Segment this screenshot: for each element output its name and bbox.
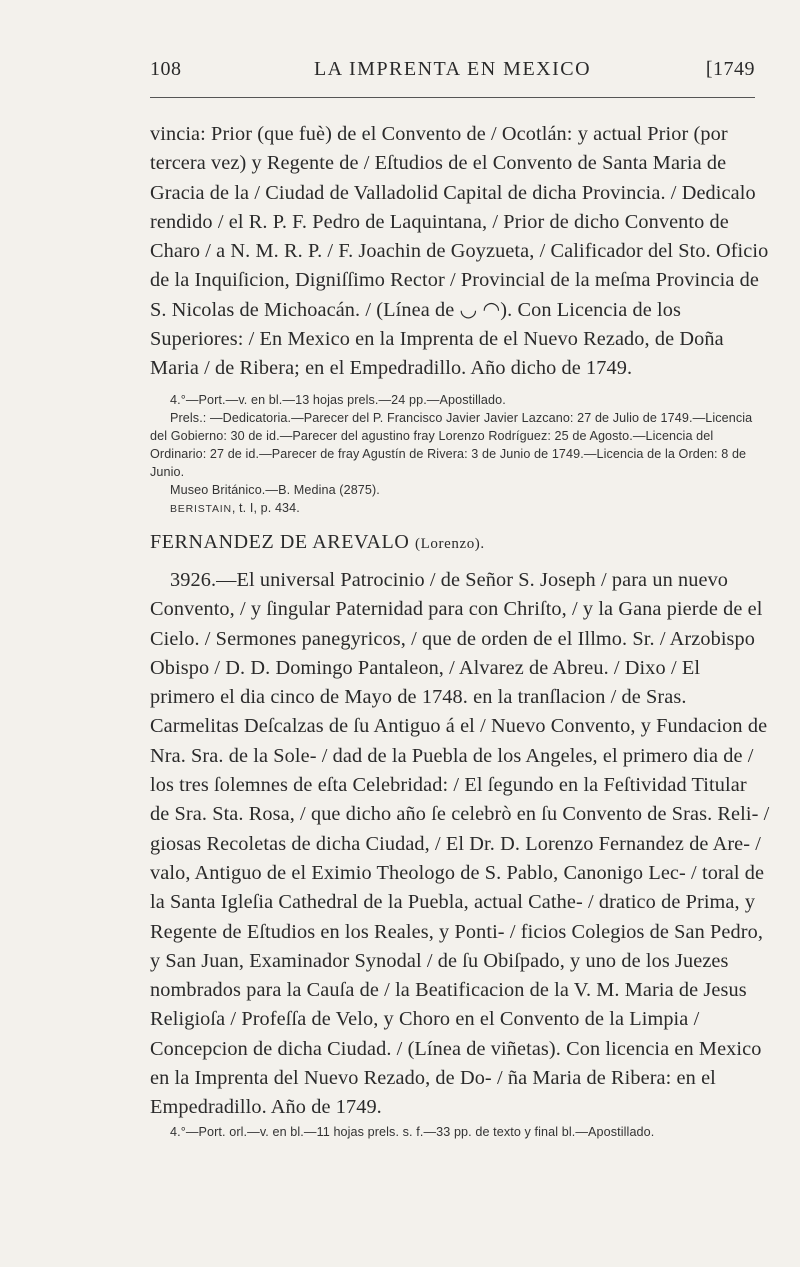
entry-2-notes: [150, 1123, 770, 1141]
entry-1-location: Museo Británico.—B. Medina (2875).: [170, 482, 380, 497]
page-header: [150, 56, 755, 90]
entry-1-prels: Prels.: —Dedicatoria.—Parecer del P. Francisco Javier Javier Lazcano: 27 de Julio de 1749.—Licencia del Gobierno: 30 de id.—Parecer del agustino fray Lorenzo Rodríguez: 25 de Agosto.—Licencia del Ordinario: 27 de id.—Parecer de fray Agustín de Rivera: 3 de Junio de 1749.—Licencia de la Orden: 8 de Junio.: [150, 410, 753, 479]
page-number: 108: [150, 58, 182, 80]
running-title: LA IMPRENTA EN MEXICO: [313, 58, 592, 80]
entry-1-text: vincia: Prior (que fuè) de el Convento de / Ocotlán: y actual Prior (por tercera vez) y Regente de / Eſtudios de el Convento de Santa Maria de Gracia de la / Ciudad de Valladolid Capital de dicha Provincia. / Dedicalo rendido / el R. P. F. Pedro de Laquintana, / Prior de dicho Convento de Charo / a N. M. R. P. / F. Joachin de Goyzueta, / Calificador del Sto. Oficio de la Inquiſicion, Digniſſimo Rector / Provincial de la meſma Provincia de S. Nicolas de Michoacán. / (Línea de ◡ ◠). Con Licencia de los Superiores: / En Mexico en la Imprenta de el Nuevo Rezado, de Doña Maria / de Ribera; en el Empedradillo. Año dicho de 1749.: [150, 123, 769, 380]
entry-1-notes: [150, 391, 770, 518]
header-year: [1749: [705, 58, 755, 80]
entry-1-description: 4.°—Port.—v. en bl.—13 hojas prels.—24 pp.—Apostillado.: [170, 392, 506, 407]
reference-name: BERISTAIN: [170, 502, 232, 515]
entry-2-heading: [150, 528, 770, 559]
reference-rest: , t. I, p. 434.: [231, 500, 300, 515]
author-given: (Lorenzo).: [415, 535, 485, 552]
header-rule: [150, 97, 755, 98]
page-body: [150, 120, 770, 1141]
entry-1-reference: [150, 499, 770, 518]
entry-2-text: 3926.—El universal Patrocinio / de Señor S. Joseph / para un nuevo Convento, / y ſingular Paternidad para con Chriſto, / y la Gana pierde de el Cielo. / Sermones panegyricos, / que de orden de el Illmo. Sr. / Arzobispo Obispo / D. D. Domingo Pantaleon, / Alvarez de Abreu. / Dixo / El primero el dia cinco de Mayo de 1748. en la tranſlacion / de Sras. Carmelitas Deſcalzas de ſu Antiguo á el / Nuevo Convento, y Fundacion de Nra. Sra. de la Sole- / dad de la Puebla de los Angeles, el primero dia de / los tres ſolemnes de eſta Celebridad: / El ſegundo en la Feſtividad Titular de Sra. Sta. Rosa, / que dicho año ſe celebrò en ſu Convento de Sras. Reli- / giosas Recoletas de dicha Ciudad, / El Dr. D. Lorenzo Fernandez de Are- / valo, Antiguo de el Eximio Theologo de S. Pablo, Canonigo Lec- / toral de la Santa Igleſia Cathedral de la Puebla, actual Cathe- / dratico de Prima, y Regente de Eſtudios en los Reales, y Ponti- / ficios Colegios de San Pedro, y San Juan, Examinador Synodal / de ſu Obiſpado, y uno de los Juezes nombrados para la Cauſa de / la Beatificacion de la V. M. Maria de Jesus Religioſa / Profeſſa de Velo, y Choro en el Convento de la Limpia / Concepcion de dicha Ciudad. / (Línea de viñetas). Con licencia en Mexico en la Imprenta del Nuevo Rezado, de Do- / ña Maria de Ribera: en el Empedradillo. Año de 1749.: [150, 568, 770, 1119]
author-surname: FERNANDEZ DE AREVALO: [150, 530, 410, 553]
entry-2-description: 4.°—Port. orl.—v. en bl.—11 hojas prels. s. f.—33 pp. de texto y final bl.—Apostillado.: [170, 1124, 655, 1139]
